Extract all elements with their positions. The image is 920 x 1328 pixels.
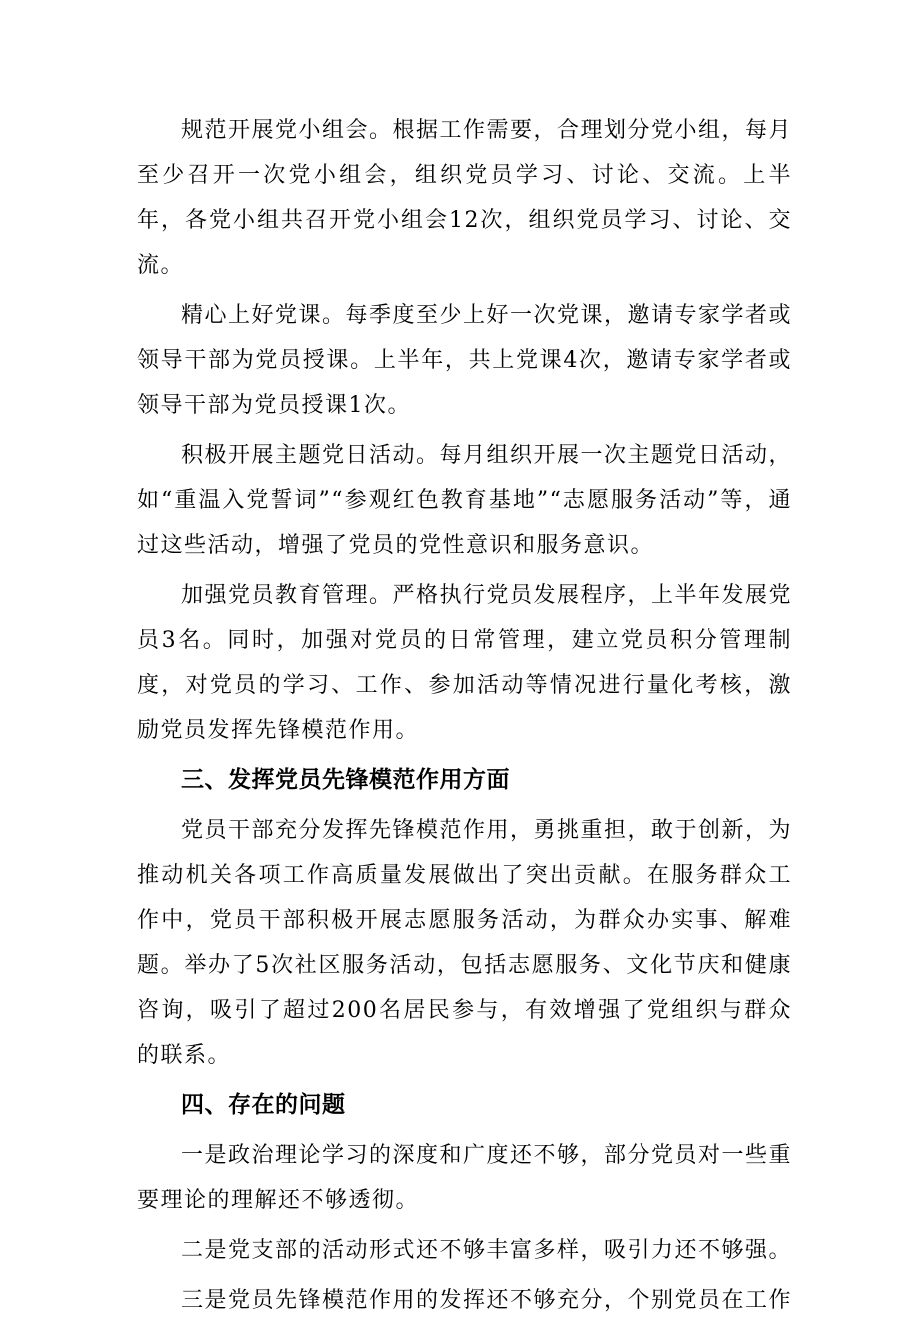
document-page <box>137 108 792 1328</box>
paragraph-party-lectures: 精心上好党课。每季度至少上好一次党课，邀请专家学者或领导干部为党员授课。上半年，共上党课4次，邀请专家学者或领导干部为党员授课1次。 <box>137 303 793 418</box>
paragraph-problem-2: 二是党支部的活动形式还不够丰富多样，吸引力还不够强。 <box>181 1238 793 1263</box>
section-heading-3: 三、发挥党员先锋模范作用方面 <box>181 767 510 793</box>
paragraph-party-group-meetings: 规范开展党小组会。根据工作需要，合理划分党小组，每月至少召开一次党小组会，组织党员学习、讨论、交流。上半年，各党小组共召开党小组会12次，组织党员学习、讨论、交流。 <box>137 118 793 278</box>
section-heading-4: 四、存在的问题 <box>181 1092 346 1118</box>
paragraph-vanguard-role: 党员干部充分发挥先锋模范作用，勇挑重担，敢于创新，为推动机关各项工作高质量发展做出了突出贡献。在服务群众工作中，党员干部积极开展志愿服务活动，为群众办实事、解难题。举办了5次社区服务活动，包括志愿服务、文化节庆和健康咨询，吸引了超过200名居民参与，有效增强了党组织与群众的联系。 <box>137 818 793 1068</box>
paragraph-problem-3: 三是党员先锋模范作用的发挥还不够充分，个别党员在工作 <box>181 1288 793 1313</box>
paragraph-member-education: 加强党员教育管理。严格执行党员发展程序，上半年发展党员3名。同时，加强对党员的日常管理，建立党员积分管理制度，对党员的学习、工作、参加活动等情况进行量化考核，激励党员发挥先锋模范作用。 <box>137 583 793 743</box>
paragraph-theme-party-day: 积极开展主题党日活动。每月组织开展一次主题党日活动，如“重温入党誓词”“参观红色教育基地”“志愿服务活动”等，通过这些活动，增强了党员的党性意识和服务意识。 <box>137 443 793 558</box>
paragraph-problem-1: 一是政治理论学习的深度和广度还不够，部分党员对一些重要理论的理解还不够透彻。 <box>137 1143 793 1213</box>
